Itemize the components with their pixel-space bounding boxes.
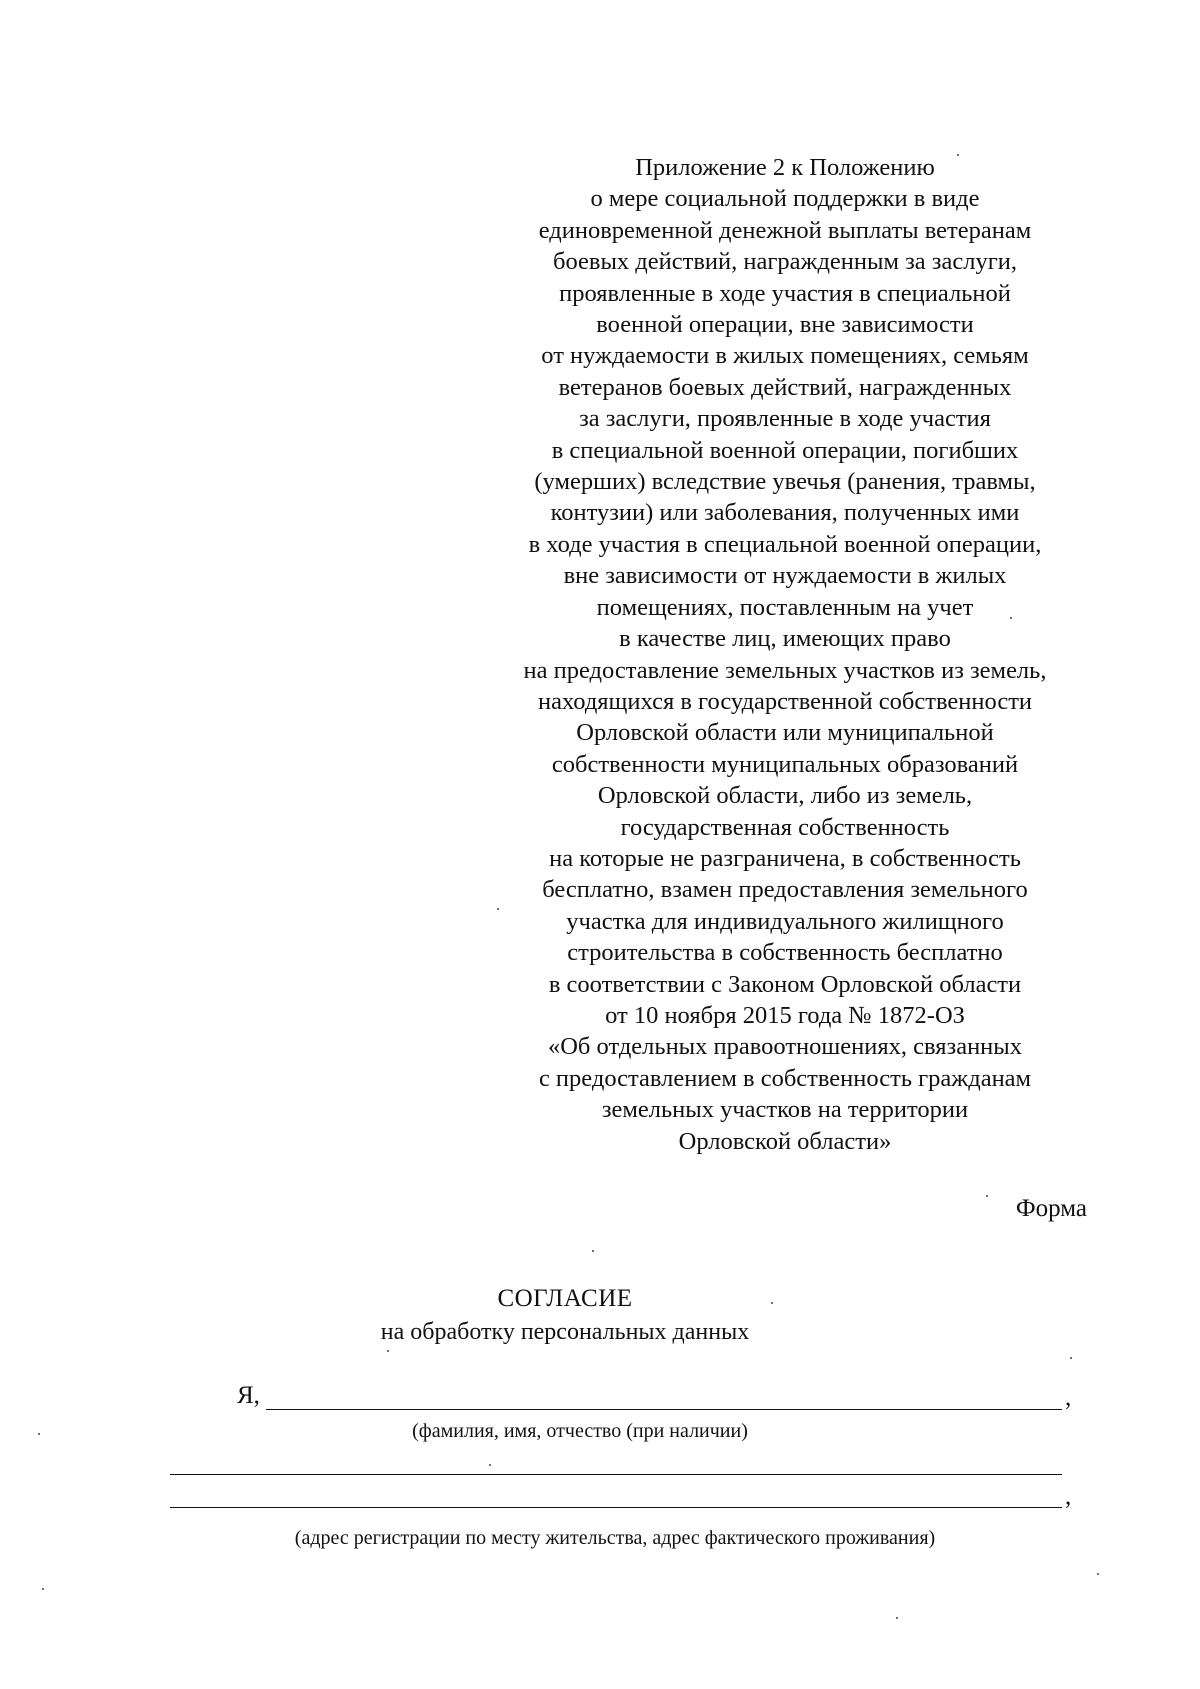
- address-row-2: [170, 1483, 1080, 1527]
- appendix-line: военной операции, вне зависимости: [596, 311, 974, 339]
- appendix-line: в специальной военной операции, погибших: [551, 436, 1019, 464]
- appendix-line: в соответствии с Законом Орловской области: [548, 970, 1022, 998]
- consent-title: СОГЛАСИЕ: [497, 1285, 633, 1312]
- scan-speck: [986, 1195, 988, 1197]
- fio-comma: ,: [1065, 1384, 1072, 1411]
- appendix-line: контузии) или заболевания, полученных ими: [550, 499, 1020, 527]
- appendix-line: проявленные в ходе участия в специальной: [559, 279, 1011, 307]
- appendix-line: на предоставление земельных участков из земель,: [523, 656, 1047, 684]
- appendix-line: единовременной денежной выплаты ветеранам: [538, 216, 1032, 244]
- appendix-line: от нуждаемости в жилых помещениях, семьям: [541, 342, 1029, 370]
- scan-speck: [1070, 1357, 1072, 1359]
- address-caption: (адрес регистрации по месту жительства, адрес фактического проживания): [294, 1527, 936, 1549]
- appendix-line: в ходе участия в специальной военной операции,: [528, 530, 1042, 558]
- scan-speck: [497, 908, 499, 910]
- appendix-line: за заслуги, проявленные в ходе участия: [579, 405, 991, 433]
- appendix-line: государственная собственность: [620, 813, 950, 841]
- appendix-line: в качестве лиц, имеющих право: [619, 625, 951, 653]
- appendix-line: земельных участков на территории: [601, 1096, 969, 1124]
- appendix-line: вне зависимости от нуждаемости в жилых: [563, 562, 1007, 590]
- appendix-line: бесплатно, взамен предоставления земельного: [542, 876, 1028, 904]
- scan-speck: [896, 1617, 898, 1619]
- scan-speck: [1010, 617, 1012, 619]
- appendix-line: Приложение 2 к Положению: [635, 154, 935, 181]
- scan-speck: [1097, 1573, 1099, 1575]
- address-comma: ,: [1065, 1483, 1072, 1510]
- appendix-line: о мере социальной поддержки в виде: [590, 185, 980, 213]
- appendix-line: строительства в собственность бесплатно: [567, 939, 1003, 967]
- appendix-line: находящихся в государственной собственности: [537, 687, 1033, 715]
- appendix-line: Орловской области»: [678, 1127, 892, 1155]
- appendix-line: Орловской области или муниципальной: [576, 719, 994, 747]
- scan-speck: [592, 1250, 594, 1252]
- appendix-line: от 10 ноября 2015 года № 1872-ОЗ: [605, 1001, 965, 1029]
- scan-speck: [489, 1464, 491, 1466]
- appendix-line: участка для индивидуального жилищного: [566, 907, 1004, 935]
- appendix-line: боевых действий, награжденным за заслуги,: [553, 248, 1017, 276]
- appendix-line: Орловской области, либо из земель,: [597, 782, 973, 810]
- appendix-line: с предоставлением в собственность гражданам: [538, 1064, 1032, 1092]
- scan-speck: [42, 1588, 44, 1590]
- appendix-line: (умерших) вследствие увечья (ранения, травмы,: [534, 468, 1036, 496]
- fio-caption: (фамилия, имя, отчество (при наличии): [412, 1420, 748, 1442]
- appendix-line: помещениях, поставленным на учет: [596, 593, 974, 621]
- consent-subtitle: на обработку персональных данных: [380, 1319, 750, 1345]
- appendix-line: собственности муниципальных образований: [551, 750, 1019, 778]
- scan-speck: [771, 1302, 773, 1304]
- scan-speck: [38, 1433, 40, 1435]
- form-label: Форма: [1015, 1195, 1087, 1222]
- fio-prefix: Я,: [237, 1382, 260, 1409]
- fio-blank-line[interactable]: [266, 1409, 1062, 1410]
- appendix-line: «Об отдельных правоотношениях, связанных: [547, 1033, 1023, 1061]
- address-blank-line-1[interactable]: [170, 1474, 1062, 1475]
- appendix-line: ветеранов боевых действий, награжденных: [558, 373, 1012, 401]
- appendix-line: на которые не разграничена, в собственность: [549, 844, 1021, 872]
- fio-row: [237, 1382, 1077, 1416]
- scan-speck: [957, 154, 959, 156]
- scan-speck: [387, 1350, 389, 1352]
- appendix-header: [470, 152, 1100, 1157]
- address-blank-line-2[interactable]: [170, 1507, 1062, 1508]
